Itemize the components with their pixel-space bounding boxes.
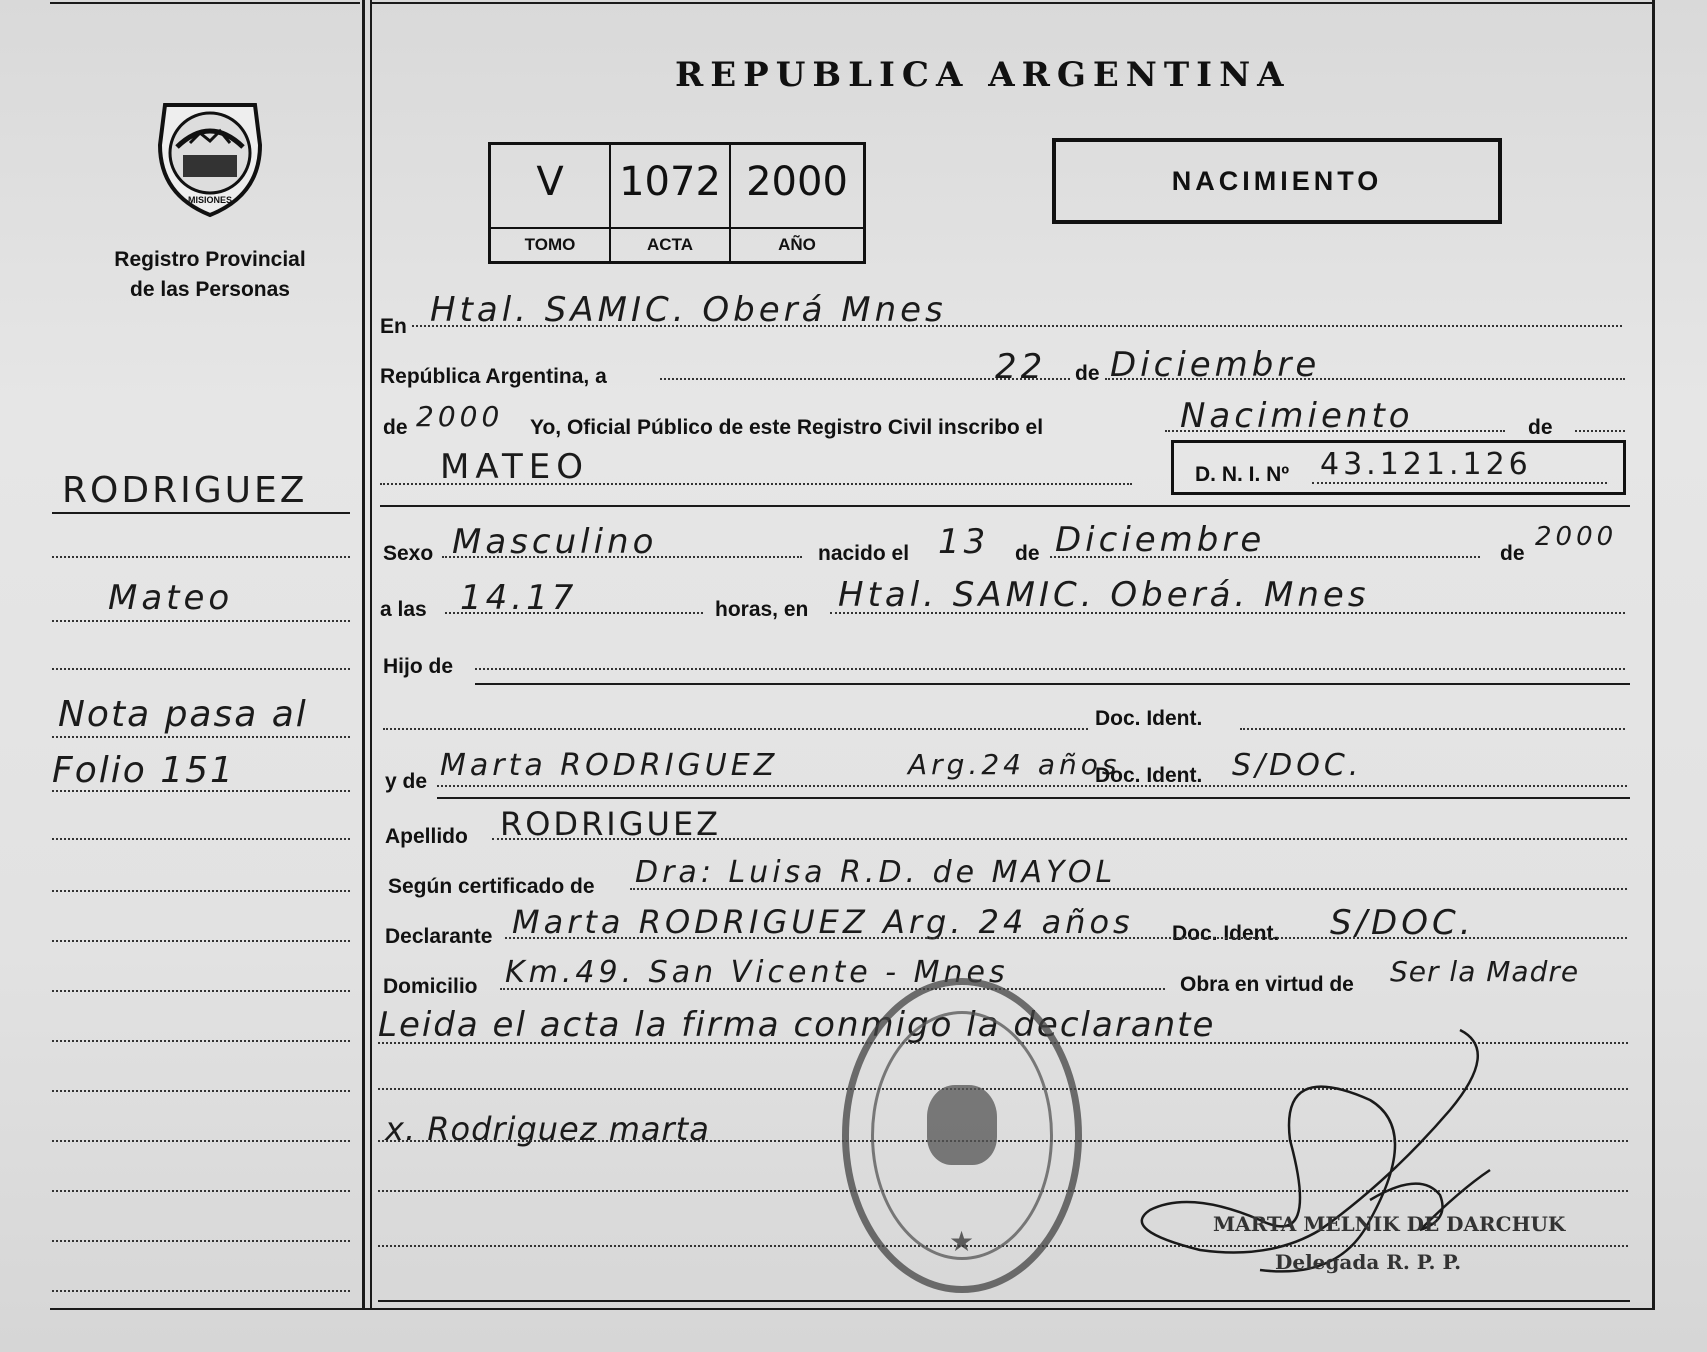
- registry-line-2: de las Personas: [130, 278, 290, 301]
- acta-label: ACTA: [611, 227, 729, 261]
- birth-month-line: [1050, 556, 1480, 558]
- place-line: [830, 612, 1625, 614]
- mother-extra: Arg.24 años: [908, 748, 1121, 781]
- top-border-right: [372, 2, 1652, 4]
- father-doc-line: [1240, 728, 1625, 730]
- record-type-box: NACIMIENTO: [1052, 138, 1502, 224]
- yde-label: y de: [385, 770, 428, 793]
- inscribo-label: Yo, Oficial Público de este Registro Civil inscribo el: [530, 416, 1044, 439]
- official-stamp: [842, 978, 1082, 1293]
- official-name: MARTA MELNIK DE DARCHUK: [1213, 1212, 1566, 1236]
- mother-doc: S/DOC.: [1232, 748, 1363, 783]
- apellido-label: Apellido: [385, 825, 468, 848]
- margin-note-line-1: Nota pasa al: [58, 694, 308, 735]
- father-line: [383, 728, 1088, 730]
- sexo-line: [442, 556, 802, 558]
- hijo-rule: [475, 683, 1630, 685]
- registry-line-1: Registro Provincial: [114, 248, 306, 271]
- birth-day: 13: [938, 522, 990, 562]
- margin-dotted-line: [52, 1190, 350, 1192]
- declarante-doc-label: Doc. Ident.: [1172, 922, 1280, 945]
- tomo-value: V: [536, 159, 564, 205]
- segun-value: Dra: Luisa R.D. de MAYOL: [635, 855, 1117, 890]
- mother-value: Marta RODRIGUEZ: [440, 748, 779, 783]
- margin-dotted-line: [52, 620, 350, 622]
- declarant-signature: x. Rodriguez marta: [385, 1110, 710, 1148]
- de5-label: de: [1500, 542, 1525, 565]
- section-rule: [380, 505, 1630, 507]
- tomo-label: TOMO: [491, 227, 609, 261]
- margin-dotted-line: [52, 990, 350, 992]
- margin-dotted-line: [52, 890, 350, 892]
- sexo-label: Sexo: [383, 542, 434, 565]
- dni-line: [1312, 482, 1607, 484]
- domicilio-value: Km.49. San Vicente - Mnes: [505, 955, 1009, 990]
- de3-label: de: [1528, 416, 1553, 439]
- birth-month: Diciembre: [1055, 520, 1266, 560]
- year-value: 2000: [416, 400, 504, 433]
- bottom-rule: [378, 1300, 1630, 1302]
- child-name: MATEO: [440, 447, 589, 487]
- en-label: En: [380, 315, 407, 338]
- domicilio-label: Domicilio: [383, 975, 478, 998]
- country-title: REPUBLICA ARGENTINA: [675, 55, 1291, 95]
- hour-value: 14.17: [460, 578, 578, 618]
- alas-label: a las: [380, 598, 427, 621]
- margin-dotted-line: [52, 556, 350, 558]
- hour-line: [445, 612, 703, 614]
- de4-label: de: [1015, 542, 1040, 565]
- de2-label: de: [383, 416, 408, 439]
- margin-rule: [52, 512, 350, 514]
- svg-text:MISIONES: MISIONES: [187, 195, 233, 205]
- apellido-value: RODRIGUEZ: [500, 805, 722, 843]
- de-label: de: [1075, 362, 1100, 385]
- margin-note-line-2: Folio 151: [52, 750, 235, 791]
- segun-label: Según certificado de: [388, 875, 595, 898]
- margin-dotted-line: [52, 736, 350, 738]
- acta-value: 1072: [619, 159, 721, 205]
- mother-doc-label: Doc. Ident.: [1095, 764, 1203, 787]
- domicilio-line: [500, 988, 1165, 990]
- republica-label: República Argentina, a: [380, 365, 607, 388]
- margin-dotted-line: [52, 1140, 350, 1142]
- hijo-line: [475, 668, 1625, 670]
- birth-year: 2000: [1535, 522, 1618, 552]
- margin-dotted-line: [52, 1090, 350, 1092]
- right-border: [1652, 0, 1655, 1310]
- margin-dotted-line: [52, 668, 350, 670]
- declarante-doc: S/DOC.: [1330, 903, 1475, 943]
- en-line: [412, 325, 1622, 327]
- sexo-value: Masculino: [452, 522, 658, 562]
- day-value: 22: [995, 347, 1047, 387]
- ano-value: 2000: [746, 159, 848, 205]
- top-border: [50, 2, 360, 4]
- star-icon: ★: [949, 1226, 975, 1257]
- obra-value: Ser la Madre: [1390, 955, 1580, 988]
- margin-dotted-line: [52, 940, 350, 942]
- dni-value: 43.121.126: [1320, 447, 1532, 482]
- margin-surname: RODRIGUEZ: [62, 470, 308, 511]
- horas-label: horas, en: [715, 598, 809, 621]
- left-column-divider: [362, 0, 365, 1310]
- margin-dotted-line: [52, 1040, 350, 1042]
- official-title: Delegada R. P. P.: [1275, 1250, 1462, 1274]
- declarante-value: Marta RODRIGUEZ Arg. 24 años: [512, 903, 1134, 941]
- segun-line: [630, 888, 1627, 890]
- margin-dotted-line: [52, 1290, 350, 1292]
- acto-value: Nacimiento: [1180, 396, 1414, 436]
- acta-cell: [611, 145, 731, 261]
- stamp-emblem: [927, 1085, 997, 1165]
- margin-dotted-line: [52, 838, 350, 840]
- form-left-border: [370, 0, 372, 1310]
- ano-cell: [731, 145, 863, 261]
- dni-label: D. N. I. Nº: [1195, 463, 1290, 486]
- child-name-line: [380, 483, 1132, 485]
- bottom-border: [50, 1308, 1655, 1310]
- margin-dotted-line: [52, 1240, 350, 1242]
- month-value: Diciembre: [1110, 345, 1321, 385]
- father-doc-label: Doc. Ident.: [1095, 707, 1203, 730]
- misiones-province-seal-icon: [145, 85, 275, 220]
- ano-label: AÑO: [731, 227, 863, 261]
- en-value: Htal. SAMIC. Oberá Mnes: [430, 290, 947, 330]
- apellido-line: [492, 838, 1627, 840]
- mother-rule: [437, 797, 1630, 799]
- margin-name: Mateo: [108, 578, 234, 618]
- record-id-box: [488, 142, 866, 264]
- place-value: Htal. SAMIC. Oberá. Mnes: [838, 575, 1370, 615]
- de3-line: [1575, 430, 1625, 432]
- registry-name: [60, 245, 360, 305]
- obra-label: Obra en virtud de: [1180, 973, 1354, 996]
- margin-dotted-line: [52, 790, 350, 792]
- leida-value: Leida el acta la firma conmigo la declarante: [378, 1005, 1216, 1045]
- hijo-label: Hijo de: [383, 655, 454, 678]
- month-line: [1105, 378, 1625, 380]
- acto-line: [1165, 430, 1505, 432]
- nacido-label: nacido el: [818, 542, 910, 565]
- tomo-cell: [491, 145, 611, 261]
- mother-line: [437, 785, 1627, 787]
- declarante-line: [505, 937, 1627, 939]
- declarante-label: Declarante: [385, 925, 493, 948]
